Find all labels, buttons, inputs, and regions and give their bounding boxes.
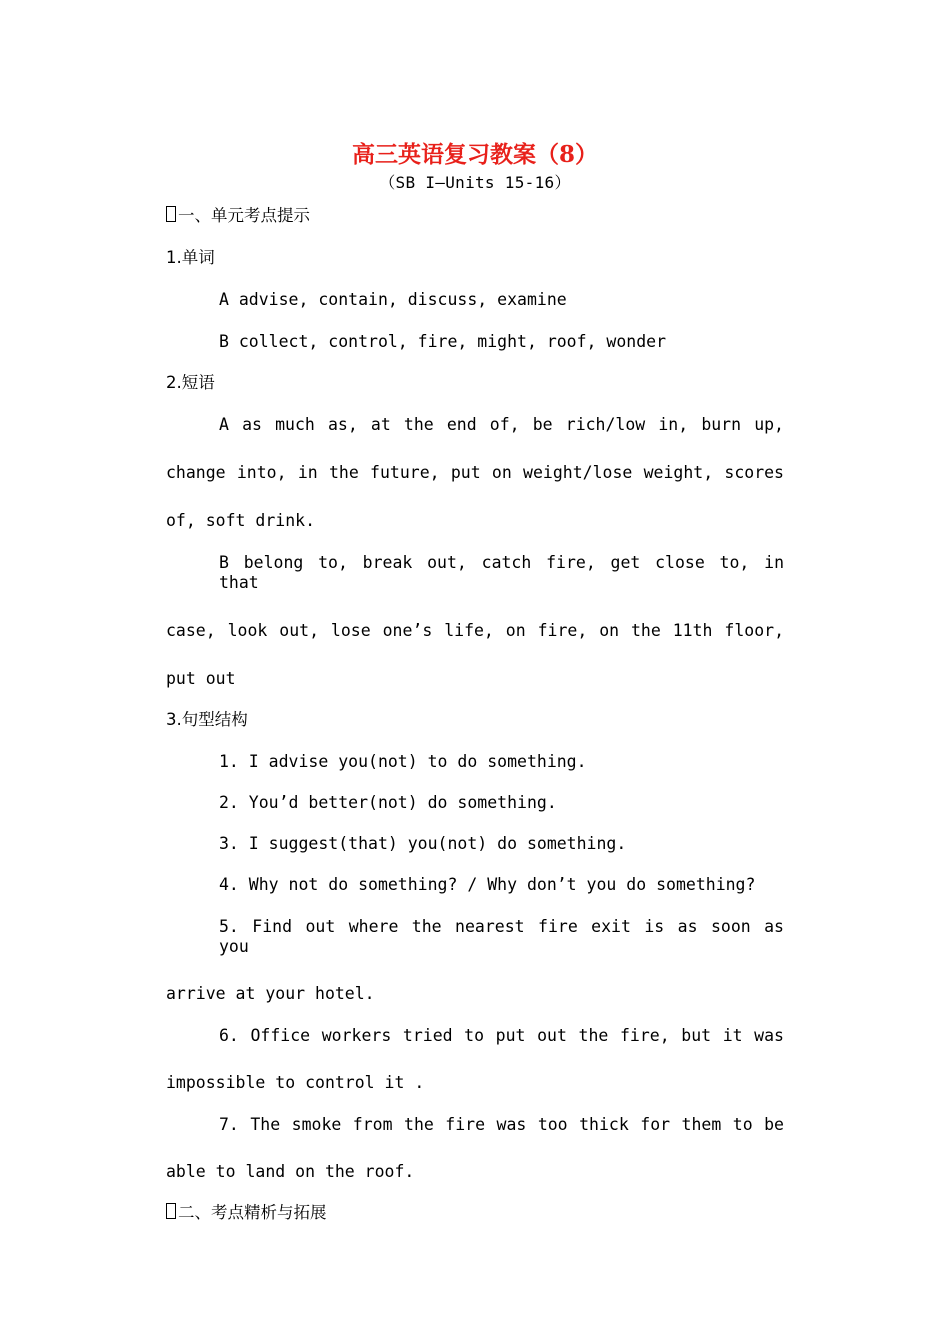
document-subtitle: （SB I—Units 15-16）: [379, 173, 571, 192]
sentence-5-line-2: arrive at your hotel.: [166, 984, 375, 1003]
sentence-5-line-1: 5. Find out where the nearest fire exit is as soon as you: [219, 917, 784, 956]
phrases-b-line-3: put out: [166, 669, 236, 688]
sentence-7-line-2: able to land on the roof.: [166, 1162, 415, 1181]
words-line-a: A advise, contain, discuss, examine: [219, 290, 567, 309]
sentence-3: 3. I suggest(that) you(not) do something.: [219, 834, 627, 853]
sentence-6-line-2: impossible to control it .: [166, 1073, 425, 1092]
bullet-marker-icon: [166, 1203, 176, 1219]
words-heading: 1.单词: [166, 248, 215, 267]
phrases-a-line-3: of, soft drink.: [166, 511, 316, 530]
bullet-marker-icon: [166, 206, 176, 222]
phrases-b-line-2: case, look out, lose one’s life, on fire, on the 11th floor,: [166, 621, 784, 640]
sentence-2: 2. You’d better(not) do something.: [219, 793, 557, 812]
section-heading-2-text: 二、考点精析与拓展: [178, 1203, 327, 1222]
document-page: [166, 140, 784, 1223]
sentence-6-line-1: 6. Office workers tried to put out the fire, but it was: [219, 1026, 784, 1045]
sentence-4: 4. Why not do something? / Why don’t you do something?: [219, 875, 756, 894]
section-heading-2: [166, 1203, 784, 1223]
document-title: 高三英语复习教案（8）: [351, 141, 598, 168]
phrases-b-line-1: B belong to, break out, catch fire, get close to, in that: [219, 553, 784, 592]
section-heading-1: [166, 206, 784, 226]
phrases-a-line-2: change into, in the future, put on weight/lose weight, scores: [166, 463, 784, 482]
section-heading-1-text: 一、单元考点提示: [178, 206, 310, 225]
phrases-heading: 2.短语: [166, 373, 215, 392]
words-line-b: B collect, control, fire, might, roof, wonder: [219, 332, 667, 351]
sentence-1: 1. I advise you(not) to do something.: [219, 752, 587, 771]
phrases-a-line-1: A as much as, at the end of, be rich/low in, burn up,: [219, 415, 784, 434]
sentences-heading: 3.句型结构: [166, 710, 248, 729]
sentence-7-line-1: 7. The smoke from the fire was too thick for them to be: [219, 1115, 784, 1134]
